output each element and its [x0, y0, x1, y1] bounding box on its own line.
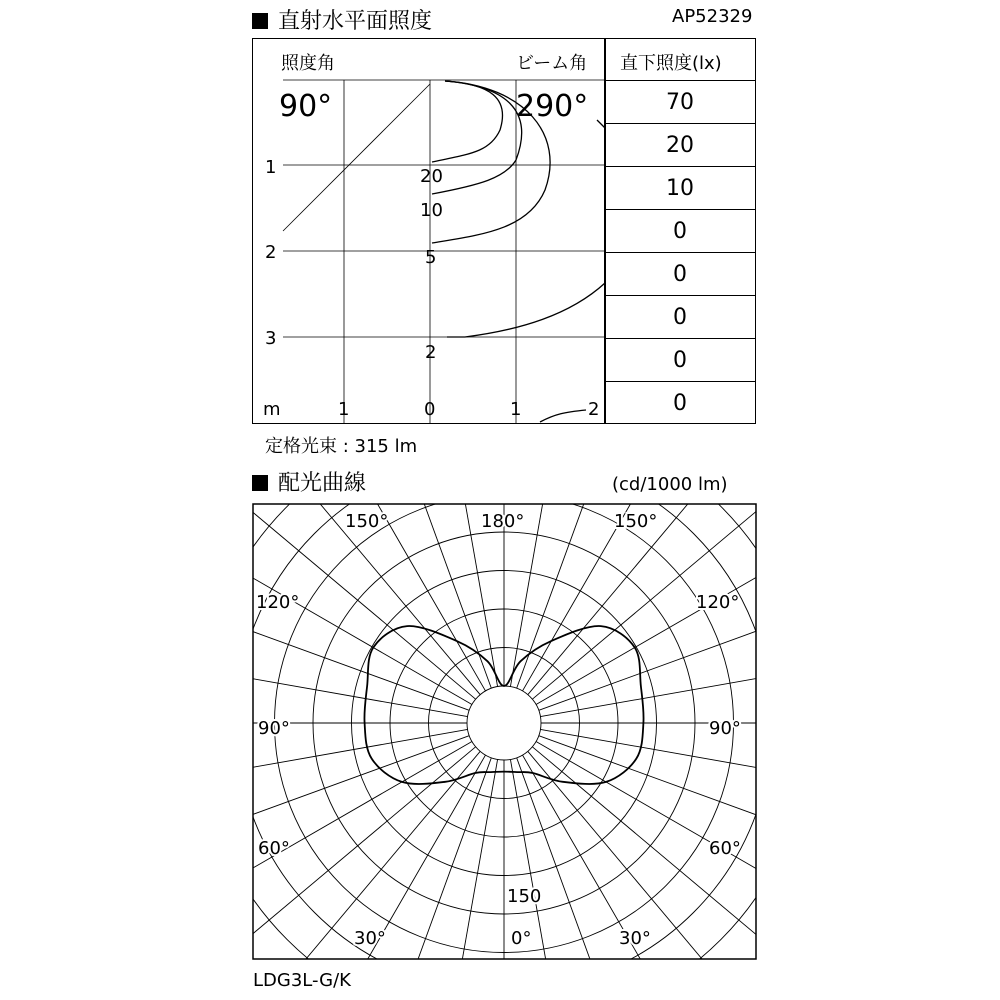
direct-illuminance-cell: 0: [605, 253, 755, 296]
x-tick-1: 1: [510, 399, 522, 420]
direct-illuminance-cell: 20: [605, 124, 755, 167]
direct-illuminance-cell: 0: [605, 296, 755, 339]
illum-angle-label: 照度角: [281, 53, 335, 74]
direct-illuminance-header: 直下照度(lx): [620, 53, 722, 74]
polar-spoke: [532, 747, 1000, 960]
contour-label-5: 5: [425, 247, 437, 268]
illum-angle-value: 90°: [279, 89, 333, 124]
model-code: AP52329: [672, 6, 753, 27]
polar-spoke: [532, 500, 1000, 699]
polar-spoke: [0, 500, 476, 699]
rated-flux: 定格光束 : 315 lm: [265, 436, 418, 457]
direct-illuminance-cell: 0: [605, 339, 755, 382]
label-60-right: 60°: [709, 838, 741, 859]
light-distribution-chart: [0, 500, 1000, 960]
direct-illuminance-cell: 0: [605, 210, 755, 253]
direct-illuminance-cell: 70: [605, 81, 755, 124]
polar-spoke: [382, 759, 497, 960]
polar-spoke: [540, 729, 1000, 844]
label-bottom-30-left: 30°: [354, 928, 386, 949]
polar-spoke: [154, 755, 486, 960]
label-120-right: 120°: [696, 592, 740, 613]
contour-label-10: 10: [420, 200, 443, 221]
label-bottom-0: 0°: [511, 928, 532, 949]
section2-title-text: 配光曲線: [278, 471, 367, 496]
label-60-left: 60°: [258, 838, 290, 859]
contour-label-2: 2: [425, 342, 437, 363]
polar-ring: [467, 686, 541, 760]
label-top-180: 180°: [481, 511, 525, 532]
x-tick-m1: 1: [338, 399, 350, 420]
polar-spoke: [0, 742, 472, 961]
label-top-150-left: 150°: [345, 511, 389, 532]
label-bottom-30-right: 30°: [619, 928, 651, 949]
polar-spoke: [0, 601, 468, 716]
polar-ring: [5, 500, 1000, 960]
product-name: LDG3L-G/K: [253, 970, 351, 991]
polar-spoke: [523, 755, 855, 960]
polar-spoke: [0, 729, 468, 844]
unit-note: (cd/1000 lm): [612, 474, 728, 495]
beam-angle-value: 290°: [516, 89, 589, 124]
contour-label-20: 20: [420, 166, 443, 187]
section1-title-text: 直射水平面照度: [278, 9, 433, 34]
y-tick-2: 2: [265, 242, 277, 263]
x-axis-unit: m: [263, 399, 281, 420]
radial-scale-label: 150: [507, 886, 542, 907]
beam-angle-label: ビーム角: [516, 53, 588, 74]
contour-2: [447, 283, 605, 337]
polar-spoke: [539, 500, 1000, 710]
contour-1: [540, 410, 586, 422]
direct-illuminance-cell: 0: [673, 391, 687, 416]
label-90-right: 90°: [709, 718, 741, 739]
y-tick-3: 3: [265, 328, 277, 349]
polar-spoke: [540, 601, 1000, 716]
contour-20: [432, 81, 503, 162]
section2-title: [252, 466, 366, 497]
polar-frame: [253, 504, 756, 959]
x-tick-0: 0: [424, 399, 436, 420]
contour-edge: [597, 120, 605, 128]
x-tick-2: 2: [588, 399, 600, 420]
y-tick-1: 1: [265, 157, 277, 178]
square-bullet-icon: [252, 475, 268, 491]
label-90-left: 90°: [258, 718, 290, 739]
label-top-150-right: 150°: [614, 511, 658, 532]
illuminance-plot: [0, 0, 1000, 440]
direct-illuminance-cell: 10: [605, 167, 755, 210]
label-120-left: 120°: [256, 592, 300, 613]
